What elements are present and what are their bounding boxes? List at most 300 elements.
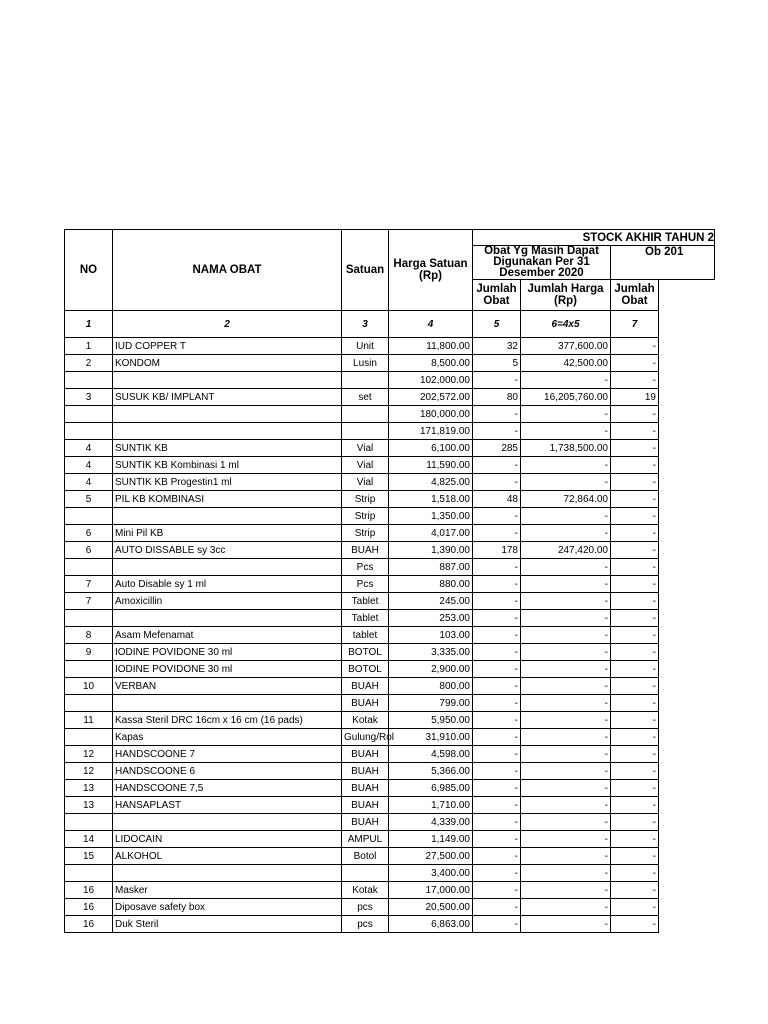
cell-nama-obat: IODINE POVIDONE 30 ml: [113, 661, 342, 678]
cell-satuan: set: [342, 389, 389, 406]
cell-no: 1: [65, 338, 113, 355]
cell-col-7: -: [611, 355, 659, 372]
cell-jumlah-obat: -: [473, 525, 521, 542]
cell-satuan: Vial: [342, 440, 389, 457]
cell-offscreen: [659, 644, 715, 661]
header-jumlah-obat: Jumlah Obat: [473, 280, 521, 311]
cell-jumlah-harga: -: [521, 661, 611, 678]
table-row: [65, 695, 715, 712]
cell-harga-satuan: 887.00: [389, 559, 473, 576]
cell-harga-satuan: 880.00: [389, 576, 473, 593]
cell-no: 6: [65, 525, 113, 542]
cell-offscreen: [659, 457, 715, 474]
cell-no: 2: [65, 355, 113, 372]
cell-jumlah-harga: -: [521, 814, 611, 831]
cell-satuan: Gulung/Rol: [342, 729, 389, 746]
cell-jumlah-obat: -: [473, 457, 521, 474]
cell-col-7: -: [611, 831, 659, 848]
table-row: [65, 678, 715, 695]
cell-harga-satuan: 1,710.00: [389, 797, 473, 814]
cell-jumlah-obat: -: [473, 695, 521, 712]
cell-jumlah-obat: 48: [473, 491, 521, 508]
cell-harga-satuan: 8,500.00: [389, 355, 473, 372]
table-row: [65, 848, 715, 865]
cell-satuan: Unit: [342, 338, 389, 355]
cell-jumlah-obat: -: [473, 814, 521, 831]
cell-nama-obat: Kapas: [113, 729, 342, 746]
cell-harga-satuan: 20,500.00: [389, 899, 473, 916]
cell-offscreen: [659, 525, 715, 542]
cell-jumlah-harga: 42,500.00: [521, 355, 611, 372]
cell-harga-satuan: 1,518.00: [389, 491, 473, 508]
cell-satuan: Lusin: [342, 355, 389, 372]
cell-col-7: -: [611, 508, 659, 525]
cell-jumlah-harga: -: [521, 457, 611, 474]
cell-no: [65, 610, 113, 627]
cell-nama-obat: [113, 406, 342, 423]
cell-satuan: BUAH: [342, 780, 389, 797]
stock-table: [64, 229, 715, 933]
cell-col-7: -: [611, 746, 659, 763]
header-harga-satuan: Harga Satuan (Rp): [389, 230, 473, 311]
cell-jumlah-harga: -: [521, 899, 611, 916]
cell-no: [65, 729, 113, 746]
cell-harga-satuan: 5,366.00: [389, 763, 473, 780]
cell-offscreen: [659, 474, 715, 491]
cell-no: 4: [65, 474, 113, 491]
cell-no: [65, 695, 113, 712]
table-row: [65, 457, 715, 474]
cell-no: [65, 423, 113, 440]
cell-col-7: -: [611, 338, 659, 355]
cell-jumlah-harga: -: [521, 678, 611, 695]
cell-jumlah-harga: 1,738,500.00: [521, 440, 611, 457]
cell-no: 8: [65, 627, 113, 644]
cell-col-7: -: [611, 627, 659, 644]
cell-jumlah-obat: -: [473, 474, 521, 491]
cell-satuan: [342, 406, 389, 423]
cell-jumlah-harga: -: [521, 848, 611, 865]
cell-harga-satuan: 4,339.00: [389, 814, 473, 831]
cell-offscreen: [659, 916, 715, 933]
cell-satuan: [342, 372, 389, 389]
cell-jumlah-harga: -: [521, 831, 611, 848]
cell-satuan: [342, 423, 389, 440]
cell-satuan: Tablet: [342, 593, 389, 610]
header-jumlah-obat-2: Jumlah Obat: [611, 280, 659, 311]
cell-offscreen: [659, 372, 715, 389]
cell-satuan: BUAH: [342, 814, 389, 831]
cell-col-7: -: [611, 593, 659, 610]
colnum-6: 6=4x5: [521, 311, 611, 338]
table-row: [65, 712, 715, 729]
cell-satuan: Strip: [342, 491, 389, 508]
cell-jumlah-harga: -: [521, 882, 611, 899]
cell-harga-satuan: 3,335.00: [389, 644, 473, 661]
cell-jumlah-harga: -: [521, 695, 611, 712]
cell-jumlah-obat: -: [473, 882, 521, 899]
cell-jumlah-obat: -: [473, 797, 521, 814]
cell-satuan: Pcs: [342, 559, 389, 576]
cell-nama-obat: PIL KB KOMBINASI: [113, 491, 342, 508]
cell-jumlah-obat: -: [473, 729, 521, 746]
table-row: [65, 525, 715, 542]
cell-satuan: BUAH: [342, 746, 389, 763]
cell-no: 12: [65, 763, 113, 780]
cell-jumlah-obat: -: [473, 712, 521, 729]
cell-nama-obat: HANDSCOONE 7: [113, 746, 342, 763]
cell-col-7: -: [611, 559, 659, 576]
cell-jumlah-obat: 32: [473, 338, 521, 355]
cell-offscreen: [659, 508, 715, 525]
cell-no: 4: [65, 440, 113, 457]
cell-jumlah-obat: -: [473, 661, 521, 678]
cell-harga-satuan: 6,863.00: [389, 916, 473, 933]
cell-col-7: -: [611, 882, 659, 899]
cell-no: [65, 372, 113, 389]
table-row: [65, 882, 715, 899]
header-jumlah-harga: Jumlah Harga (Rp): [521, 280, 611, 311]
cell-jumlah-obat: -: [473, 746, 521, 763]
cell-nama-obat: SUNTIK KB: [113, 440, 342, 457]
cell-nama-obat: [113, 559, 342, 576]
table-row: [65, 440, 715, 457]
cell-no: 12: [65, 746, 113, 763]
cell-col-7: -: [611, 729, 659, 746]
cell-nama-obat: SUSUK KB/ IMPLANT: [113, 389, 342, 406]
cell-jumlah-harga: 377,600.00: [521, 338, 611, 355]
cell-col-7: -: [611, 712, 659, 729]
cell-jumlah-obat: -: [473, 848, 521, 865]
cell-harga-satuan: 11,800.00: [389, 338, 473, 355]
cell-offscreen: [659, 831, 715, 848]
table-row: [65, 593, 715, 610]
table-row: [65, 389, 715, 406]
spreadsheet-view: [64, 229, 715, 933]
cell-nama-obat: HANDSCOONE 7,5: [113, 780, 342, 797]
cell-jumlah-harga: -: [521, 372, 611, 389]
cell-nama-obat: [113, 814, 342, 831]
cell-harga-satuan: 1,390.00: [389, 542, 473, 559]
cell-nama-obat: VERBAN: [113, 678, 342, 695]
cell-jumlah-harga: -: [521, 746, 611, 763]
cell-offscreen: [659, 797, 715, 814]
cell-col-7: -: [611, 916, 659, 933]
table-row: [65, 763, 715, 780]
cell-col-7: -: [611, 474, 659, 491]
cell-jumlah-obat: -: [473, 593, 521, 610]
cell-col-7: -: [611, 865, 659, 882]
cell-harga-satuan: 253.00: [389, 610, 473, 627]
cell-offscreen: [659, 389, 715, 406]
cell-jumlah-obat: -: [473, 780, 521, 797]
cell-col-7: -: [611, 542, 659, 559]
table-row: [65, 627, 715, 644]
cell-jumlah-obat: -: [473, 899, 521, 916]
cell-offscreen: [659, 440, 715, 457]
header-nama-obat: NAMA OBAT: [113, 230, 342, 311]
cell-no: 9: [65, 644, 113, 661]
cell-nama-obat: AUTO DISSABLE sy 3cc: [113, 542, 342, 559]
cell-harga-satuan: 180,000.00: [389, 406, 473, 423]
colnum-3: 3: [342, 311, 389, 338]
cell-satuan: Tablet: [342, 610, 389, 627]
cell-harga-satuan: 103.00: [389, 627, 473, 644]
cell-jumlah-harga: -: [521, 763, 611, 780]
cell-offscreen: [659, 712, 715, 729]
cell-no: [65, 508, 113, 525]
cell-jumlah-obat: 178: [473, 542, 521, 559]
cell-nama-obat: SUNTIK KB Kombinasi 1 ml: [113, 457, 342, 474]
cell-harga-satuan: 1,149.00: [389, 831, 473, 848]
cell-nama-obat: Kassa Steril DRC 16cm x 16 cm (16 pads): [113, 712, 342, 729]
cell-jumlah-harga: 16,205,760.00: [521, 389, 611, 406]
cell-nama-obat: Diposave safety box: [113, 899, 342, 916]
cell-harga-satuan: 800.00: [389, 678, 473, 695]
cell-col-7: -: [611, 372, 659, 389]
colnum-1: 1: [65, 311, 113, 338]
cell-satuan: BUAH: [342, 678, 389, 695]
cell-harga-satuan: 6,100.00: [389, 440, 473, 457]
cell-jumlah-obat: -: [473, 865, 521, 882]
cell-col-7: -: [611, 576, 659, 593]
cell-jumlah-harga: -: [521, 729, 611, 746]
cell-no: [65, 661, 113, 678]
cell-jumlah-harga: 72,864.00: [521, 491, 611, 508]
cell-nama-obat: SUNTIK KB Progestin1 ml: [113, 474, 342, 491]
cell-no: 3: [65, 389, 113, 406]
cell-harga-satuan: 1,350.00: [389, 508, 473, 525]
header-no: NO: [65, 230, 113, 311]
cell-jumlah-obat: -: [473, 627, 521, 644]
cell-offscreen: [659, 610, 715, 627]
colnum-5: 5: [473, 311, 521, 338]
cell-col-7: 19: [611, 389, 659, 406]
cell-offscreen: [659, 559, 715, 576]
cell-harga-satuan: 799.00: [389, 695, 473, 712]
cell-nama-obat: HANSAPLAST: [113, 797, 342, 814]
cell-col-7: -: [611, 848, 659, 865]
cell-nama-obat: [113, 423, 342, 440]
cell-no: 11: [65, 712, 113, 729]
table-row: [65, 797, 715, 814]
cell-satuan: Vial: [342, 474, 389, 491]
cell-harga-satuan: 6,985.00: [389, 780, 473, 797]
cell-offscreen: [659, 899, 715, 916]
cell-satuan: BOTOL: [342, 661, 389, 678]
cell-satuan: BUAH: [342, 695, 389, 712]
cell-offscreen: [659, 865, 715, 882]
table-row: [65, 559, 715, 576]
table-row: [65, 814, 715, 831]
table-row: [65, 831, 715, 848]
cell-jumlah-harga: -: [521, 593, 611, 610]
cell-offscreen: [659, 695, 715, 712]
cell-harga-satuan: 27,500.00: [389, 848, 473, 865]
cell-nama-obat: Asam Mefenamat: [113, 627, 342, 644]
cell-col-7: -: [611, 440, 659, 457]
table-row: [65, 355, 715, 372]
table-row: [65, 661, 715, 678]
colnum-7: 7: [611, 311, 659, 338]
cell-nama-obat: Amoxicillin: [113, 593, 342, 610]
cell-satuan: Pcs: [342, 576, 389, 593]
cell-no: [65, 814, 113, 831]
cell-harga-satuan: 17,000.00: [389, 882, 473, 899]
cell-offscreen: [659, 338, 715, 355]
table-row: [65, 406, 715, 423]
cell-nama-obat: [113, 508, 342, 525]
cell-satuan: BOTOL: [342, 644, 389, 661]
cell-nama-obat: [113, 610, 342, 627]
colnum-2: 2: [113, 311, 342, 338]
table-row: [65, 865, 715, 882]
cell-jumlah-obat: -: [473, 678, 521, 695]
cell-satuan: Strip: [342, 508, 389, 525]
cell-harga-satuan: 4,017.00: [389, 525, 473, 542]
header-group-masih-dapat: Obat Yg Masih Dapat Digunakan Per 31 Desember 2020: [473, 246, 611, 280]
table-row: [65, 916, 715, 933]
cell-satuan: Strip: [342, 525, 389, 542]
cell-no: 7: [65, 576, 113, 593]
cell-col-7: -: [611, 814, 659, 831]
cell-offscreen: [659, 542, 715, 559]
table-row: [65, 746, 715, 763]
cell-jumlah-obat: -: [473, 610, 521, 627]
table-row: [65, 610, 715, 627]
cell-col-7: -: [611, 644, 659, 661]
cell-jumlah-harga: -: [521, 712, 611, 729]
cell-jumlah-harga: -: [521, 525, 611, 542]
table-row: [65, 899, 715, 916]
cell-offscreen: [659, 729, 715, 746]
cell-col-7: -: [611, 610, 659, 627]
table-row: [65, 474, 715, 491]
cell-satuan: Botol: [342, 848, 389, 865]
cell-col-7: -: [611, 525, 659, 542]
cell-offscreen: [659, 406, 715, 423]
cell-no: 6: [65, 542, 113, 559]
cell-no: [65, 559, 113, 576]
cell-harga-satuan: 5,950.00: [389, 712, 473, 729]
cell-jumlah-obat: -: [473, 831, 521, 848]
cell-offscreen: [659, 661, 715, 678]
cell-jumlah-harga: -: [521, 474, 611, 491]
cell-nama-obat: Auto Disable sy 1 ml: [113, 576, 342, 593]
cell-no: [65, 406, 113, 423]
cell-no: 16: [65, 899, 113, 916]
cell-harga-satuan: 202,572.00: [389, 389, 473, 406]
header-satuan: Satuan: [342, 230, 389, 311]
cell-jumlah-harga: 247,420.00: [521, 542, 611, 559]
cell-jumlah-harga: -: [521, 559, 611, 576]
cell-offscreen: [659, 627, 715, 644]
table-row: [65, 780, 715, 797]
cell-col-7: -: [611, 797, 659, 814]
cell-nama-obat: ALKOHOL: [113, 848, 342, 865]
cell-col-7: -: [611, 491, 659, 508]
table-row: [65, 372, 715, 389]
cell-jumlah-obat: -: [473, 423, 521, 440]
cell-col-7: -: [611, 763, 659, 780]
cell-jumlah-obat: -: [473, 916, 521, 933]
cell-col-7: -: [611, 899, 659, 916]
cell-jumlah-harga: -: [521, 865, 611, 882]
cell-nama-obat: IODINE POVIDONE 30 ml: [113, 644, 342, 661]
cell-offscreen: [659, 678, 715, 695]
cell-offscreen: [659, 593, 715, 610]
cell-satuan: Kotak: [342, 712, 389, 729]
cell-no: 16: [65, 882, 113, 899]
cell-offscreen: [659, 355, 715, 372]
table-row: [65, 576, 715, 593]
cell-harga-satuan: 102,000.00: [389, 372, 473, 389]
cell-no: 10: [65, 678, 113, 695]
cell-col-7: -: [611, 695, 659, 712]
cell-jumlah-obat: -: [473, 559, 521, 576]
cell-harga-satuan: 171,819.00: [389, 423, 473, 440]
cell-harga-satuan: 2,900.00: [389, 661, 473, 678]
cell-satuan: BUAH: [342, 763, 389, 780]
cell-nama-obat: IUD COPPER T: [113, 338, 342, 355]
cell-jumlah-obat: -: [473, 576, 521, 593]
cell-nama-obat: [113, 695, 342, 712]
cell-jumlah-harga: -: [521, 406, 611, 423]
cell-no: 4: [65, 457, 113, 474]
header-group-ob: Ob 201: [611, 246, 715, 280]
cell-satuan: pcs: [342, 899, 389, 916]
cell-no: 13: [65, 780, 113, 797]
cell-offscreen: [659, 423, 715, 440]
cell-no: 13: [65, 797, 113, 814]
cell-nama-obat: [113, 372, 342, 389]
cell-jumlah-harga: -: [521, 576, 611, 593]
cell-offscreen: [659, 763, 715, 780]
cell-jumlah-harga: -: [521, 423, 611, 440]
cell-jumlah-obat: -: [473, 644, 521, 661]
cell-offscreen: [659, 746, 715, 763]
cell-offscreen: [659, 780, 715, 797]
cell-harga-satuan: 245.00: [389, 593, 473, 610]
table-row: [65, 644, 715, 661]
cell-nama-obat: [113, 865, 342, 882]
cell-offscreen: [659, 848, 715, 865]
table-row: [65, 542, 715, 559]
cell-nama-obat: Masker: [113, 882, 342, 899]
cell-jumlah-harga: -: [521, 797, 611, 814]
cell-jumlah-obat: 285: [473, 440, 521, 457]
cell-jumlah-obat: 80: [473, 389, 521, 406]
cell-satuan: Kotak: [342, 882, 389, 899]
cell-harga-satuan: 4,825.00: [389, 474, 473, 491]
cell-harga-satuan: 4,598.00: [389, 746, 473, 763]
cell-col-7: -: [611, 661, 659, 678]
cell-satuan: tablet: [342, 627, 389, 644]
cell-jumlah-obat: -: [473, 763, 521, 780]
cell-satuan: AMPUL: [342, 831, 389, 848]
cell-jumlah-obat: -: [473, 372, 521, 389]
table-row: [65, 423, 715, 440]
cell-nama-obat: Mini Pil KB: [113, 525, 342, 542]
cell-jumlah-harga: -: [521, 627, 611, 644]
cell-no: [65, 865, 113, 882]
cell-col-7: -: [611, 780, 659, 797]
cell-nama-obat: Duk Steril: [113, 916, 342, 933]
cell-offscreen: [659, 814, 715, 831]
cell-jumlah-harga: -: [521, 916, 611, 933]
cell-harga-satuan: 3,400.00: [389, 865, 473, 882]
cell-jumlah-obat: -: [473, 406, 521, 423]
